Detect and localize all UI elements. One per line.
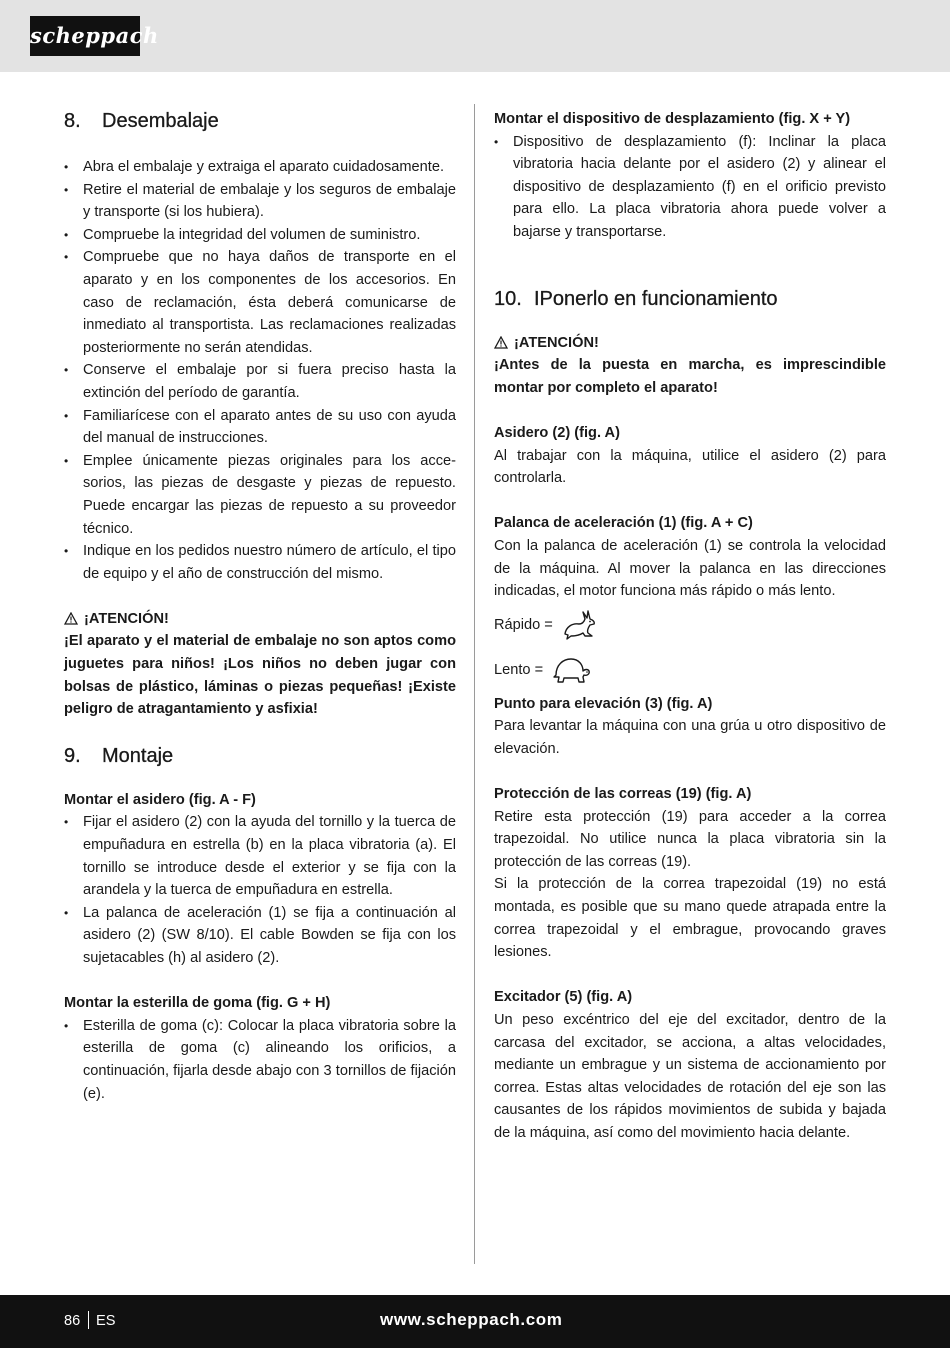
warning-text: ¡Antes de la puesta en marcha, es imprescindible montar por completo el aparato!: [494, 357, 886, 396]
column-divider: [474, 104, 475, 1264]
website-link[interactable]: www.scheppach.com: [380, 1310, 563, 1329]
list-item: • Retire el material de embalaje y los seguros de embalaje y transporte (si los hubiera).: [64, 179, 456, 224]
list-item: • Compruebe la integridad del volumen de suministro.: [64, 224, 456, 247]
grip-text: Al trabajar con la máquina, utilice el asidero (2) para controlarla.: [494, 447, 886, 487]
warning-heading: ¡ATENCIÓN!: [494, 332, 886, 355]
language-code: ES: [96, 1313, 116, 1329]
slow-label: Lento =: [494, 661, 544, 678]
brand-logo: scheppach: [30, 16, 140, 56]
throttle-text: Con la palanca de aceleración (1) se controla la velocidad de la máquina. Al mover la palanca en las direcciones indicadas, el motor funciona más rápido o más lento.: [494, 537, 886, 600]
list-item: • Fijar el asidero (2) con la ayuda del tornillo y la tuerca de empuñadura en estrella (b) en la placa vibratoria (a). El tornillo se introduce desde el exterior y se fija con la arandela y la tuerca de empuñadura en estrella.: [64, 811, 456, 901]
page-footer: [0, 1295, 950, 1348]
list-item: • Abra el embalaje y extraiga el aparato cuidadosamente.: [64, 156, 456, 179]
lift-text: Para levantar la máquina con una grúa u otro dispositivo de elevación.: [494, 718, 886, 757]
turtle-icon: [551, 655, 591, 685]
handle-list: [64, 811, 456, 969]
list-item: • Familiarícese con el aparato antes de su uso con ayuda del manual de instrucciones.: [64, 405, 456, 450]
grip-subheading: Asidero (2) (fig. A): [494, 424, 620, 441]
list-item: • Esterilla de goma (c): Colocar la placa vibratoria sobre la esterilla de goma (c) alineando los orificios, a continuación, fijarla desde abajo con 3 tornillos de fijación (e).: [64, 1015, 456, 1105]
page-number: 86: [64, 1313, 81, 1329]
list-item: • Dispositivo de desplazamiento (f): Inclinar la placa vibratoria hacia delante por el asidero (2) y alinear el dispositivo de desplazamiento (f) en el orificio previsto para ello. La placa vibratoria ahora puede volver a bajarse y transportarse.: [494, 131, 886, 244]
section-10-heading: 10. IPonerlo en funcionamiento: [494, 287, 778, 310]
wheel-subheading: Montar el dispositivo de desplazamiento (fig. X + Y): [494, 111, 851, 127]
warning-triangle-icon: [494, 336, 508, 349]
mat-subheading: Montar la esterilla de goma (fig. G + H): [64, 995, 331, 1012]
throttle-subheading: Palanca de aceleración (1) (fig. A + C): [494, 515, 753, 532]
footer-separator: [88, 1311, 89, 1329]
exciter-text: Un peso excéntrico del eje del excitador, dentro de la carcasa del excitador, se acciona, a altas velocidades, mediante un embrague y un sistema de accionamiento por correa. Estas altas velocidades de rotación del eje son las causantes de los rápidos movimientos de subida y bajada de la máquina, así como del movimiento hacia delante.: [494, 1012, 886, 1141]
left-column: [64, 108, 456, 1105]
slow-speed-line: [494, 648, 886, 693]
belt-subheading: Protección de las correas (19) (fig. A): [494, 786, 752, 803]
warning-heading: ¡ATENCIÓN!: [64, 608, 456, 631]
fast-label: Rápido =: [494, 616, 553, 633]
list-item: • Conserve el embalaje por si fuera preciso hasta la extinción del período de garantía.: [64, 359, 456, 404]
list-item: • Indique en los pedidos nuestro número de artículo, el tipo de equipo y el año de construcción del mismo.: [64, 540, 456, 585]
warning-text: ¡El aparato y el material de embalaje no son aptos como juguetes para niños! ¡Los niños no deben jugar con bolsas de plástico, láminas o piezas pequeñas! ¡Existe peligro de atragantamiento y asfixia!: [64, 633, 456, 718]
lift-subheading: Punto para elevación (3) (fig. A): [494, 695, 713, 712]
page-header: [0, 0, 950, 72]
handle-subheading: Montar el asidero (fig. A - F): [64, 791, 256, 808]
right-column: [494, 108, 886, 1145]
fast-speed-line: [494, 603, 886, 648]
belt-text-2: Si la protección de la correa trapezoidal (19) no está montada, es posible que su mano quede atrapada entre la correa trapezoidal y el embrague, provocando graves lesiones.: [494, 876, 886, 961]
section-8-heading: 8. Desembalaje: [64, 110, 219, 132]
section-9-heading: 9. Montaje: [64, 744, 174, 767]
wheel-list: [494, 131, 886, 244]
list-item: • La palanca de aceleración (1) se fija a continuación al asidero (2) (SW 8/10). El cable Bowden se fija con los sujetacables (h) al asidero (2).: [64, 902, 456, 970]
unpacking-list: [64, 156, 456, 585]
belt-text-1: Retire esta protección (19) para acceder a la correa trapezoidal. No utilice nunca la placa vibratoria sin la protección de las correas (19).: [494, 808, 886, 870]
list-item: • Emplee únicamente piezas originales para los accesorios, las piezas de desgaste y piezas de repuesto. Puede encargar las piezas de repuesto a su proveedor técnico.: [64, 450, 456, 540]
list-item: • Compruebe que no haya daños de transporte en el aparato y en los componentes de los accesorios. En caso de reclamación, ésta deberá comunicarse de inmediato al transportista. Las reclamaciones realizadas posteriormente no serán atendidas.: [64, 246, 456, 359]
rabbit-icon: [561, 609, 597, 641]
exciter-subheading: Excitador (5) (fig. A): [494, 989, 633, 1006]
warning-triangle-icon: [64, 612, 78, 625]
mat-list: [64, 1015, 456, 1105]
